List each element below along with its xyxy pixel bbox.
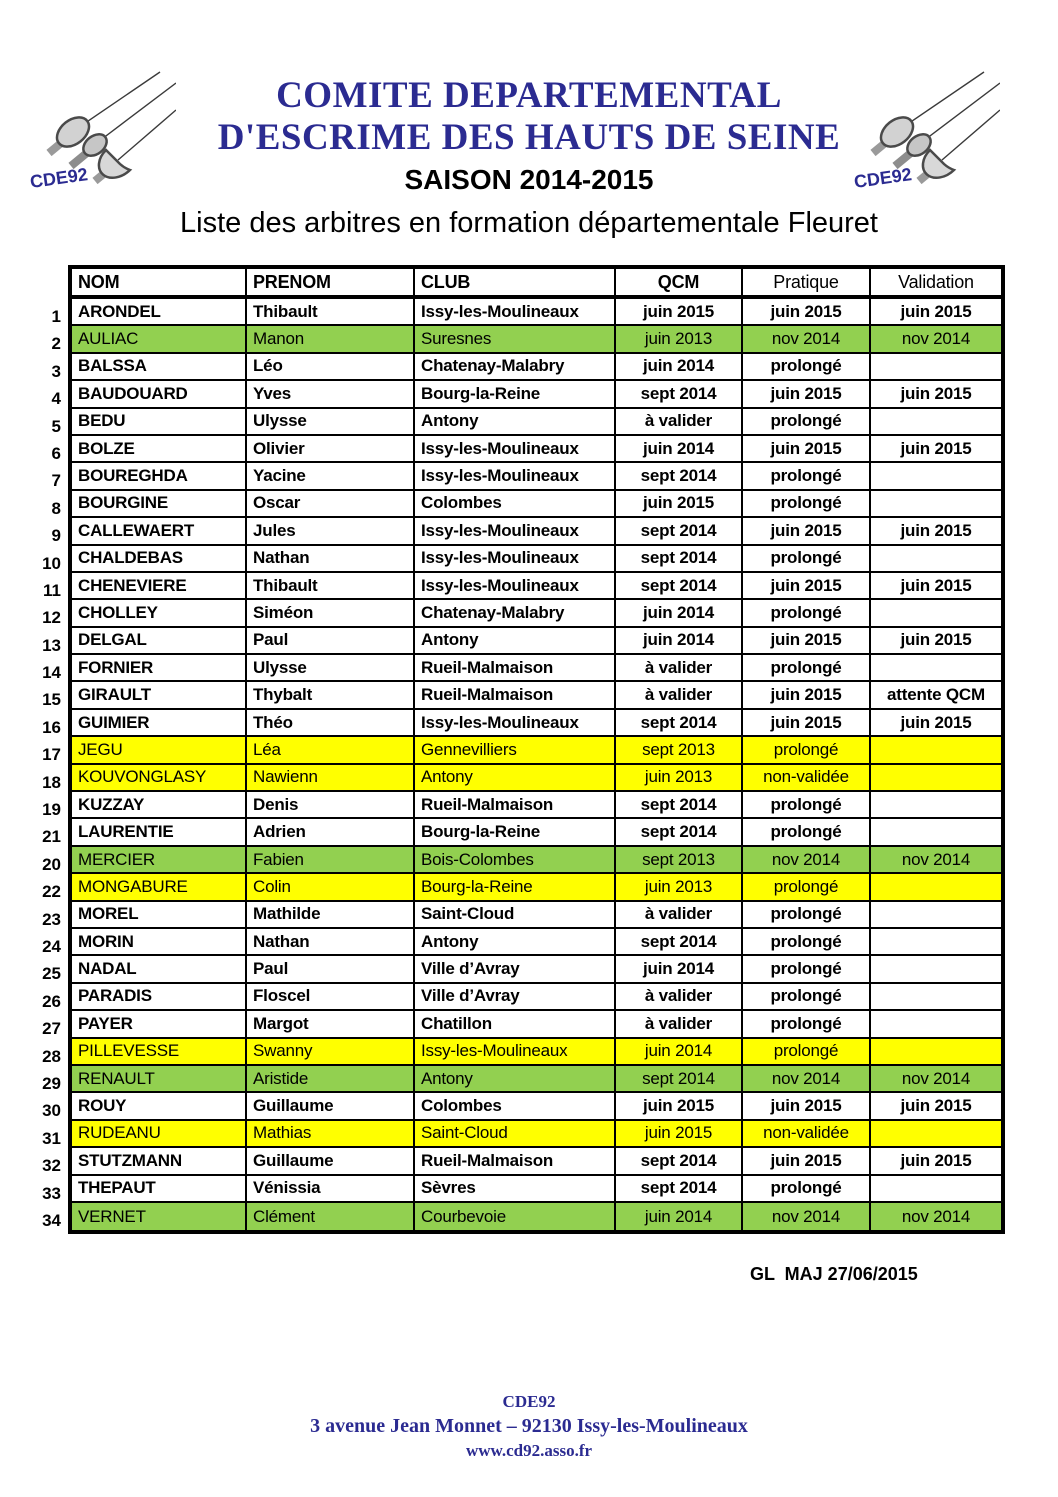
cell-validation: juin 2015 — [900, 301, 972, 321]
cell-nom: GUIMIER — [72, 710, 247, 735]
row-number: 25 — [42, 964, 61, 984]
cell-pratique: prolongé — [743, 600, 871, 625]
cell-pratique: prolongé — [743, 874, 871, 899]
cell-club: Suresnes — [415, 326, 616, 351]
cell-nom: NADAL — [72, 956, 247, 981]
row-number: 2 — [51, 334, 61, 354]
row-number: 30 — [42, 1101, 61, 1121]
cell-validation — [871, 1011, 1001, 1036]
table-row — [72, 1039, 1001, 1066]
cell-qcm: sept 2014 — [616, 1066, 743, 1091]
cell-nom: MERCIER — [72, 847, 247, 872]
referee-table-grid — [68, 265, 1005, 1234]
cell-validation — [871, 1121, 1001, 1146]
cell-nom: MONGABURE — [72, 874, 247, 899]
cell-prenom: Nawienn — [247, 765, 415, 790]
row-number: 15 — [42, 690, 61, 710]
cell-club: Saint-Cloud — [415, 1121, 616, 1146]
cell-club: Bourg-la-Reine — [415, 874, 616, 899]
footer-org-name: CDE92 — [502, 1392, 556, 1411]
column-header-qcm: QCM — [616, 269, 743, 295]
cell-nom: JEGU — [72, 737, 247, 762]
table-row — [72, 819, 1001, 846]
cell-club: Courbevoie — [415, 1203, 616, 1230]
cell-pratique: nov 2014 — [743, 1066, 871, 1091]
cell-pratique: juin 2015 — [743, 299, 871, 324]
row-number: 4 — [51, 389, 61, 409]
cell-nom: BAUDOUARD — [72, 381, 247, 406]
cell-prenom: Paul — [247, 628, 415, 653]
cell-club: Bois-Colombes — [415, 847, 616, 872]
logo-caption: CDE92 — [28, 164, 90, 192]
cell-qcm: à valider — [616, 409, 743, 434]
cell-validation — [871, 409, 1001, 434]
cell-pratique: juin 2015 — [743, 1093, 871, 1118]
cell-nom: KOUVONGLASY — [72, 765, 247, 790]
cell-prenom: Siméon — [247, 600, 415, 625]
column-header-club: CLUB — [415, 269, 616, 295]
cell-validation: juin 2015 — [900, 383, 972, 403]
cell-nom: BOURGINE — [72, 491, 247, 516]
cell-qcm: juin 2014 — [616, 1039, 743, 1064]
cell-qcm: sept 2014 — [616, 1176, 743, 1201]
cell-pratique: juin 2015 — [743, 710, 871, 735]
cell-validation — [871, 655, 1001, 680]
cell-pratique: prolongé — [743, 792, 871, 817]
table-row — [72, 874, 1001, 901]
cell-pratique: prolongé — [743, 491, 871, 516]
cell-pratique: prolongé — [743, 1039, 871, 1064]
cell-nom: LAURENTIE — [72, 819, 247, 844]
row-number: 29 — [42, 1073, 61, 1093]
row-number: 14 — [42, 663, 61, 683]
cell-validation — [871, 874, 1001, 899]
cell-pratique: prolongé — [743, 819, 871, 844]
cell-validation — [871, 354, 1001, 379]
cell-validation: nov 2014 — [901, 1068, 971, 1088]
cell-prenom: Mathias — [247, 1121, 415, 1146]
cell-club: Antony — [415, 628, 616, 653]
list-subtitle: Liste des arbitres en formation départementale Fleuret — [180, 207, 878, 239]
cell-nom: BOLZE — [72, 436, 247, 461]
cell-club: Issy-les-Moulineaux — [415, 573, 616, 598]
cell-qcm: sept 2014 — [616, 792, 743, 817]
row-number: 24 — [42, 936, 61, 956]
row-number: 6 — [51, 443, 61, 463]
cell-nom: BOUREGHDA — [72, 463, 247, 488]
cell-pratique: nov 2014 — [743, 847, 871, 872]
table-row — [72, 765, 1001, 792]
cell-validation — [871, 463, 1001, 488]
cell-club: Chatillon — [415, 1011, 616, 1036]
logo-caption: CDE92 — [852, 164, 914, 192]
cell-validation — [871, 765, 1001, 790]
cell-validation — [871, 792, 1001, 817]
cell-qcm: à valider — [616, 902, 743, 927]
cell-validation — [871, 902, 1001, 927]
cell-nom: CALLEWAERT — [72, 518, 247, 543]
cell-pratique: prolongé — [743, 354, 871, 379]
cell-prenom: Floscel — [247, 984, 415, 1009]
cell-nom: CHOLLEY — [72, 600, 247, 625]
cell-nom: ROUY — [72, 1093, 247, 1118]
cell-pratique: prolongé — [743, 546, 871, 571]
cell-prenom: Théo — [247, 710, 415, 735]
cell-prenom: Jules — [247, 518, 415, 543]
cell-prenom: Swanny — [247, 1039, 415, 1064]
cell-validation: juin 2015 — [900, 630, 972, 650]
table-row — [72, 1066, 1001, 1093]
cell-club: Antony — [415, 765, 616, 790]
cell-qcm: juin 2015 — [616, 1093, 743, 1118]
cell-nom: PARADIS — [72, 984, 247, 1009]
cell-club: Rueil-Malmaison — [415, 792, 616, 817]
cell-club: Bourg-la-Reine — [415, 819, 616, 844]
cell-qcm: juin 2014 — [616, 956, 743, 981]
table-row — [72, 1148, 1001, 1175]
cell-nom: MOREL — [72, 902, 247, 927]
row-number: 17 — [42, 745, 61, 765]
cell-club: Issy-les-Moulineaux — [415, 436, 616, 461]
cell-qcm: juin 2014 — [616, 354, 743, 379]
table-row — [72, 1176, 1001, 1203]
cell-pratique: non-validée — [743, 765, 871, 790]
cell-nom: FORNIER — [72, 655, 247, 680]
cell-qcm: juin 2014 — [616, 1203, 743, 1230]
cell-club: Chatenay-Malabry — [415, 600, 616, 625]
cell-qcm: à valider — [616, 1011, 743, 1036]
cell-nom: VERNET — [72, 1203, 247, 1230]
cell-club: Issy-les-Moulineaux — [415, 518, 616, 543]
row-number: 34 — [42, 1210, 61, 1230]
cell-validation: attente QCM — [887, 685, 985, 705]
cell-qcm: sept 2014 — [616, 929, 743, 954]
table-row — [72, 326, 1001, 353]
cell-nom: CHENEVIERE — [72, 573, 247, 598]
table-row — [72, 354, 1001, 381]
cell-validation: nov 2014 — [901, 329, 971, 349]
cell-club: Chatenay-Malabry — [415, 354, 616, 379]
table-row — [72, 491, 1001, 518]
cell-club: Issy-les-Moulineaux — [415, 1039, 616, 1064]
cell-qcm: juin 2015 — [616, 491, 743, 516]
cell-nom: MORIN — [72, 929, 247, 954]
row-number: 7 — [51, 471, 61, 491]
cell-nom: STUTZMANN — [72, 1148, 247, 1173]
column-header-pratique: Pratique — [743, 269, 871, 295]
cell-prenom: Yacine — [247, 463, 415, 488]
row-number: 12 — [42, 608, 61, 628]
cell-nom: GIRAULT — [72, 682, 247, 707]
cell-club: Rueil-Malmaison — [415, 1148, 616, 1173]
cell-club: Issy-les-Moulineaux — [415, 546, 616, 571]
footer-website: www.cd92.asso.fr — [465, 1441, 593, 1460]
cell-nom: PILLEVESSE — [72, 1039, 247, 1064]
cell-prenom: Léa — [247, 737, 415, 762]
cell-prenom: Denis — [247, 792, 415, 817]
cell-nom: KUZZAY — [72, 792, 247, 817]
row-number: 23 — [42, 909, 61, 929]
cell-qcm: sept 2014 — [616, 710, 743, 735]
column-header-nom: NOM — [72, 269, 247, 295]
table-row — [72, 902, 1001, 929]
cell-nom: RENAULT — [72, 1066, 247, 1091]
cell-pratique: juin 2015 — [743, 381, 871, 406]
table-row — [72, 1203, 1001, 1230]
cell-pratique: prolongé — [743, 1176, 871, 1201]
row-number: 1 — [51, 307, 61, 326]
cell-validation: juin 2015 — [900, 1150, 972, 1170]
committee-title-line2: D'ESCRIME DES HAUTS DE SEINE — [217, 117, 841, 158]
table-row — [72, 956, 1001, 983]
cell-prenom: Ulysse — [247, 655, 415, 680]
row-number: 10 — [42, 553, 61, 573]
cell-qcm: sept 2013 — [616, 847, 743, 872]
table-row — [72, 381, 1001, 408]
cell-prenom: Oscar — [247, 491, 415, 516]
table-row — [72, 409, 1001, 436]
cell-club: Issy-les-Moulineaux — [415, 463, 616, 488]
row-number: 5 — [51, 416, 61, 436]
cell-nom: BEDU — [72, 409, 247, 434]
cell-prenom: Clément — [247, 1203, 415, 1230]
cell-validation — [871, 546, 1001, 571]
cell-club: Antony — [415, 1066, 616, 1091]
cell-prenom: Yves — [247, 381, 415, 406]
cell-prenom: Olivier — [247, 436, 415, 461]
table-row — [72, 655, 1001, 682]
table-row — [72, 929, 1001, 956]
row-number: 32 — [42, 1156, 61, 1176]
cell-prenom: Guillaume — [247, 1093, 415, 1118]
table-row — [72, 984, 1001, 1011]
cell-prenom: Thibault — [247, 573, 415, 598]
table-row — [72, 1011, 1001, 1038]
cell-qcm: sept 2014 — [616, 819, 743, 844]
cell-pratique: juin 2015 — [743, 1148, 871, 1173]
cell-pratique: non-validée — [743, 1121, 871, 1146]
cell-pratique: juin 2015 — [743, 682, 871, 707]
cell-pratique: prolongé — [743, 984, 871, 1009]
season-label: SAISON 2014-2015 — [404, 164, 654, 195]
table-header-row — [72, 269, 1001, 299]
cell-qcm: sept 2014 — [616, 573, 743, 598]
table-row — [72, 518, 1001, 545]
cell-club: Antony — [415, 929, 616, 954]
cell-pratique: prolongé — [743, 409, 871, 434]
cell-prenom: Fabien — [247, 847, 415, 872]
row-number: 28 — [42, 1046, 61, 1066]
cell-nom: ARONDEL — [72, 299, 247, 324]
cell-validation — [871, 984, 1001, 1009]
cell-prenom: Adrien — [247, 819, 415, 844]
cell-club: Bourg-la-Reine — [415, 381, 616, 406]
cell-nom: BALSSA — [72, 354, 247, 379]
table-row — [72, 628, 1001, 655]
cell-qcm: juin 2015 — [616, 1121, 743, 1146]
cell-club: Issy-les-Moulineaux — [415, 299, 616, 324]
cell-club: Gennevilliers — [415, 737, 616, 762]
cell-club: Antony — [415, 409, 616, 434]
cell-pratique: prolongé — [743, 655, 871, 680]
row-number: 16 — [42, 717, 61, 737]
column-header-prenom: PRENOM — [247, 269, 415, 295]
row-number: 8 — [51, 498, 61, 518]
cell-prenom: Aristide — [247, 1066, 415, 1091]
row-number: 9 — [51, 526, 61, 546]
cell-qcm: à valider — [616, 655, 743, 680]
cell-qcm: à valider — [616, 984, 743, 1009]
cell-pratique: nov 2014 — [743, 1203, 871, 1230]
table-row — [72, 600, 1001, 627]
cell-club: Issy-les-Moulineaux — [415, 710, 616, 735]
table-row — [72, 573, 1001, 600]
cell-pratique: nov 2014 — [743, 326, 871, 351]
column-header-validation: Validation — [898, 271, 974, 292]
table-row — [72, 1093, 1001, 1120]
cell-qcm: à valider — [616, 682, 743, 707]
cell-qcm: juin 2013 — [616, 765, 743, 790]
cell-pratique: prolongé — [743, 737, 871, 762]
page-footer — [0, 1392, 1058, 1461]
footer-address: 3 avenue Jean Monnet – 92130 Issy-les-Moulineaux — [310, 1415, 748, 1437]
row-number: 26 — [42, 991, 61, 1011]
row-number: 27 — [42, 1019, 61, 1039]
cell-prenom: Thybalt — [247, 682, 415, 707]
cell-nom: RUDEANU — [72, 1121, 247, 1146]
row-numbers — [36, 265, 68, 1234]
cell-validation: juin 2015 — [900, 575, 972, 595]
row-number: 13 — [42, 635, 61, 655]
cell-club: Ville d’Avray — [415, 956, 616, 981]
row-number: 11 — [43, 580, 61, 600]
table-row — [72, 737, 1001, 764]
cell-pratique: juin 2015 — [743, 436, 871, 461]
cell-prenom: Paul — [247, 956, 415, 981]
table-row — [72, 299, 1001, 326]
cell-pratique: prolongé — [743, 956, 871, 981]
referee-table — [36, 265, 1005, 1234]
cell-qcm: sept 2013 — [616, 737, 743, 762]
cell-club: Ville d’Avray — [415, 984, 616, 1009]
cell-qcm: sept 2014 — [616, 518, 743, 543]
cell-validation — [871, 600, 1001, 625]
cell-prenom: Guillaume — [247, 1148, 415, 1173]
cell-club: Rueil-Malmaison — [415, 655, 616, 680]
cell-qcm: juin 2013 — [616, 874, 743, 899]
cell-prenom: Manon — [247, 326, 415, 351]
table-row — [72, 847, 1001, 874]
cell-prenom: Léo — [247, 354, 415, 379]
cell-nom: THEPAUT — [72, 1176, 247, 1201]
cell-qcm: sept 2014 — [616, 1148, 743, 1173]
cell-pratique: prolongé — [743, 463, 871, 488]
table-row — [72, 546, 1001, 573]
table-row — [72, 436, 1001, 463]
cell-qcm: juin 2013 — [616, 326, 743, 351]
cell-pratique: prolongé — [743, 1011, 871, 1036]
table-row — [72, 463, 1001, 490]
cell-nom: AULIAC — [72, 326, 247, 351]
cell-prenom: Mathilde — [247, 902, 415, 927]
cell-validation — [871, 737, 1001, 762]
cell-prenom: Ulysse — [247, 409, 415, 434]
row-number: 33 — [42, 1183, 61, 1203]
cell-qcm: juin 2015 — [616, 299, 743, 324]
cell-validation — [871, 1039, 1001, 1064]
cell-pratique: prolongé — [743, 902, 871, 927]
cell-prenom: Margot — [247, 1011, 415, 1036]
cell-nom: CHALDEBAS — [72, 546, 247, 571]
cell-prenom: Thibault — [247, 299, 415, 324]
cell-qcm: sept 2014 — [616, 463, 743, 488]
table-row — [72, 1121, 1001, 1148]
row-number-spacer — [36, 265, 68, 303]
cell-club: Saint-Cloud — [415, 902, 616, 927]
cell-validation: juin 2015 — [900, 438, 972, 458]
cell-qcm: sept 2014 — [616, 381, 743, 406]
table-row — [72, 682, 1001, 709]
cell-validation — [871, 929, 1001, 954]
row-number: 21 — [42, 827, 61, 847]
cell-nom: PAYER — [72, 1011, 247, 1036]
cell-validation — [871, 819, 1001, 844]
cell-qcm: juin 2014 — [616, 436, 743, 461]
cell-validation: juin 2015 — [900, 520, 972, 540]
cell-qcm: juin 2014 — [616, 628, 743, 653]
cell-prenom: Colin — [247, 874, 415, 899]
cell-validation — [871, 1176, 1001, 1201]
row-number: 31 — [42, 1128, 61, 1148]
table-row — [72, 792, 1001, 819]
cell-validation: juin 2015 — [900, 712, 972, 732]
cell-pratique: juin 2015 — [743, 573, 871, 598]
cell-validation: juin 2015 — [900, 1096, 972, 1116]
cell-prenom: Nathan — [247, 929, 415, 954]
cell-pratique: juin 2015 — [743, 628, 871, 653]
cell-prenom: Vénissia — [247, 1176, 415, 1201]
row-number: 18 — [42, 772, 61, 792]
update-note: GL MAJ 27/06/2015 — [750, 1264, 918, 1284]
row-number: 22 — [42, 882, 61, 902]
cell-validation: nov 2014 — [901, 849, 971, 869]
row-number: 19 — [42, 800, 61, 820]
cell-validation: nov 2014 — [901, 1206, 971, 1226]
row-number: 3 — [51, 361, 61, 381]
committee-title-line1: COMITE DEPARTEMENTAL — [276, 75, 782, 116]
cell-qcm: juin 2014 — [616, 600, 743, 625]
cell-pratique: prolongé — [743, 929, 871, 954]
cell-validation — [871, 956, 1001, 981]
cell-club: Sèvres — [415, 1176, 616, 1201]
cell-prenom: Nathan — [247, 546, 415, 571]
cell-qcm: sept 2014 — [616, 546, 743, 571]
cell-club: Colombes — [415, 491, 616, 516]
cell-club: Colombes — [415, 1093, 616, 1118]
cell-nom: DELGAL — [72, 628, 247, 653]
cell-validation — [871, 491, 1001, 516]
table-row — [72, 710, 1001, 737]
cell-club: Rueil-Malmaison — [415, 682, 616, 707]
row-number: 20 — [42, 854, 61, 874]
cell-pratique: juin 2015 — [743, 518, 871, 543]
